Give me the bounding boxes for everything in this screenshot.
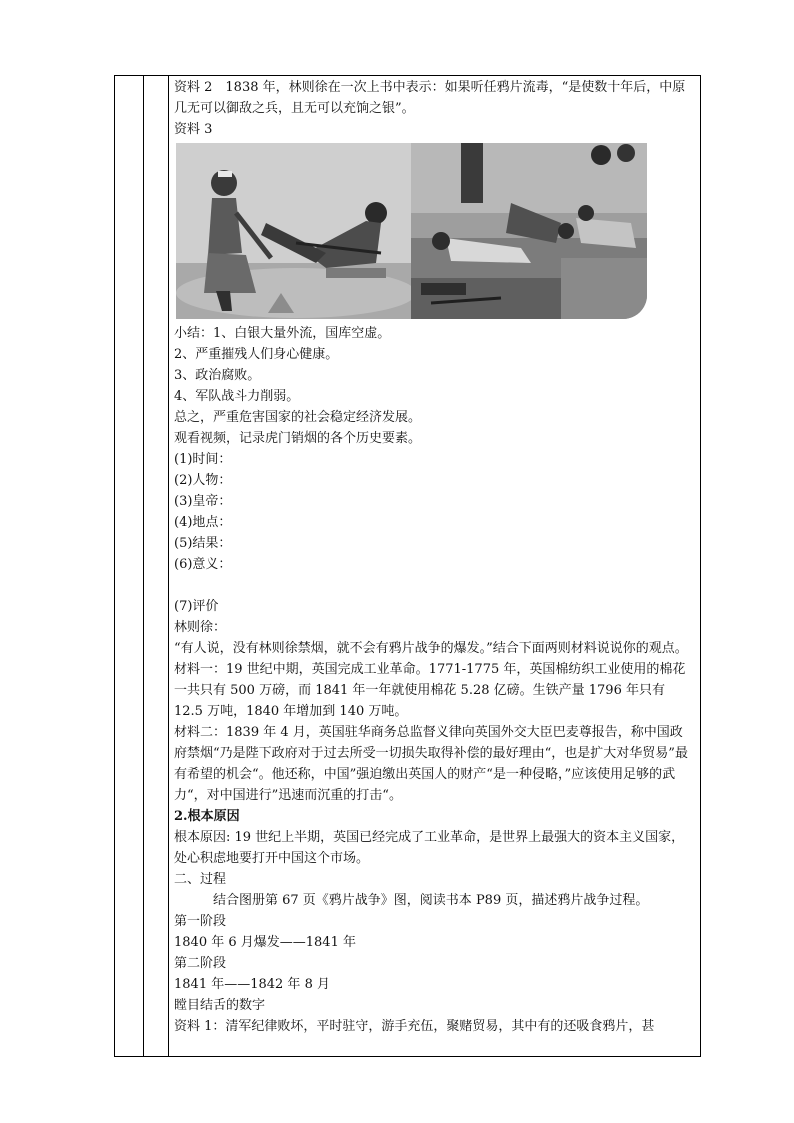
element-person: (2)人物： (174, 473, 232, 488)
element-result: (5)结果： (174, 536, 232, 551)
section-root-cause: 2.根本原因 (174, 809, 240, 824)
stage-two-label: 第二阶段 (174, 956, 227, 971)
summary-1: 小结：1、白银大量外流，国库空虚。 (174, 326, 391, 341)
source-3-label: 资料 3 (174, 122, 213, 137)
summary-3: 3、政治腐败。 (174, 368, 261, 383)
lesson-content (174, 77, 692, 1037)
element-significance: (6)意义： (174, 557, 232, 572)
summary-2: 2、严重摧残人们身心健康。 (174, 347, 339, 362)
discussion-question: “有人说，没有林则徐禁烟，就不会有鸦片战争的爆发。”结合下面两则材料说说你的观点。 (174, 641, 688, 656)
table-border-left (114, 76, 115, 1056)
table-divider-1 (143, 76, 144, 1056)
video-task: 观看视频，记录虎门销烟的各个历史要素。 (174, 431, 422, 446)
summary-conclusion: 总之，严重危害国家的社会稳定经济发展。 (174, 410, 422, 425)
stage-one-label: 第一阶段 (174, 914, 227, 929)
summary-4: 4、军队战斗力削弱。 (174, 389, 300, 404)
source-2-text: 资料 2 1838 年，林则徐在一次上书中表示：如果听任鸦片流毒，“是使数十年后，中原几无可以御敌之兵，且无可以充饷之银”。 (174, 80, 686, 116)
element-place: (4)地点： (174, 515, 232, 530)
element-emperor: (3)皇帝： (174, 494, 232, 509)
table-divider-2 (168, 76, 169, 1056)
material-two: 材料二：1839 年 4 月，英国驻华商务总监督义律向英国外交大臣巴麦尊报告，称中国政府禁烟“乃是陛下政府对于过去所受一切损失取得补偿的最好理由“，也是扩大对华贸易”最有希望的机会“。他还称，中国”强迫缴出英国人的财产“是一种侵略，”应该使用足够的武力“，对中国进行”迅速而沉重的打击“。 (174, 725, 688, 803)
opium-photos (176, 143, 692, 319)
opium-smokers-photo (176, 143, 411, 319)
material-one: 材料一：19 世纪中期，英国完成工业革命。1771-1775 年，英国棉纺织工业使用的棉花一共只有 500 万磅，而 1841 年一年就使用棉花 5.28 亿磅。生铁产量 1796 年只有 12.5 万吨，1840 年增加到 140 万吨。 (174, 662, 686, 719)
numbers-heading: 瞠目结舌的数字 (174, 998, 266, 1013)
element-evaluation: (7)评价 (174, 599, 219, 614)
source-1-text: 资料 1：清军纪律败坏，平时驻守，游手充伍，聚赌贸易，其中有的还吸食鸦片，甚 (174, 1019, 655, 1034)
opium-den-photo (411, 143, 647, 319)
process-task: 结合图册第 67 页《鸦片战争》图，阅读书本 P89 页，描述鸦片战争过程。 (213, 893, 649, 908)
stage-two-dates: 1841 年——1842 年 8 月 (174, 977, 330, 992)
table-border-right (700, 76, 701, 1056)
lin-zexu-label: 林则徐： (174, 620, 227, 635)
stage-one-dates: 1840 年 6 月爆发——1841 年 (174, 935, 356, 950)
element-time: (1)时间： (174, 452, 232, 467)
section-process: 二、过程 (174, 872, 227, 887)
root-cause-text: 根本原因: 19 世纪上半期，英国已经完成了工业革命，是世界上最强大的资本主义国家，处心积虑地要打开中国这个市场。 (174, 830, 685, 866)
blank-line (174, 575, 692, 596)
